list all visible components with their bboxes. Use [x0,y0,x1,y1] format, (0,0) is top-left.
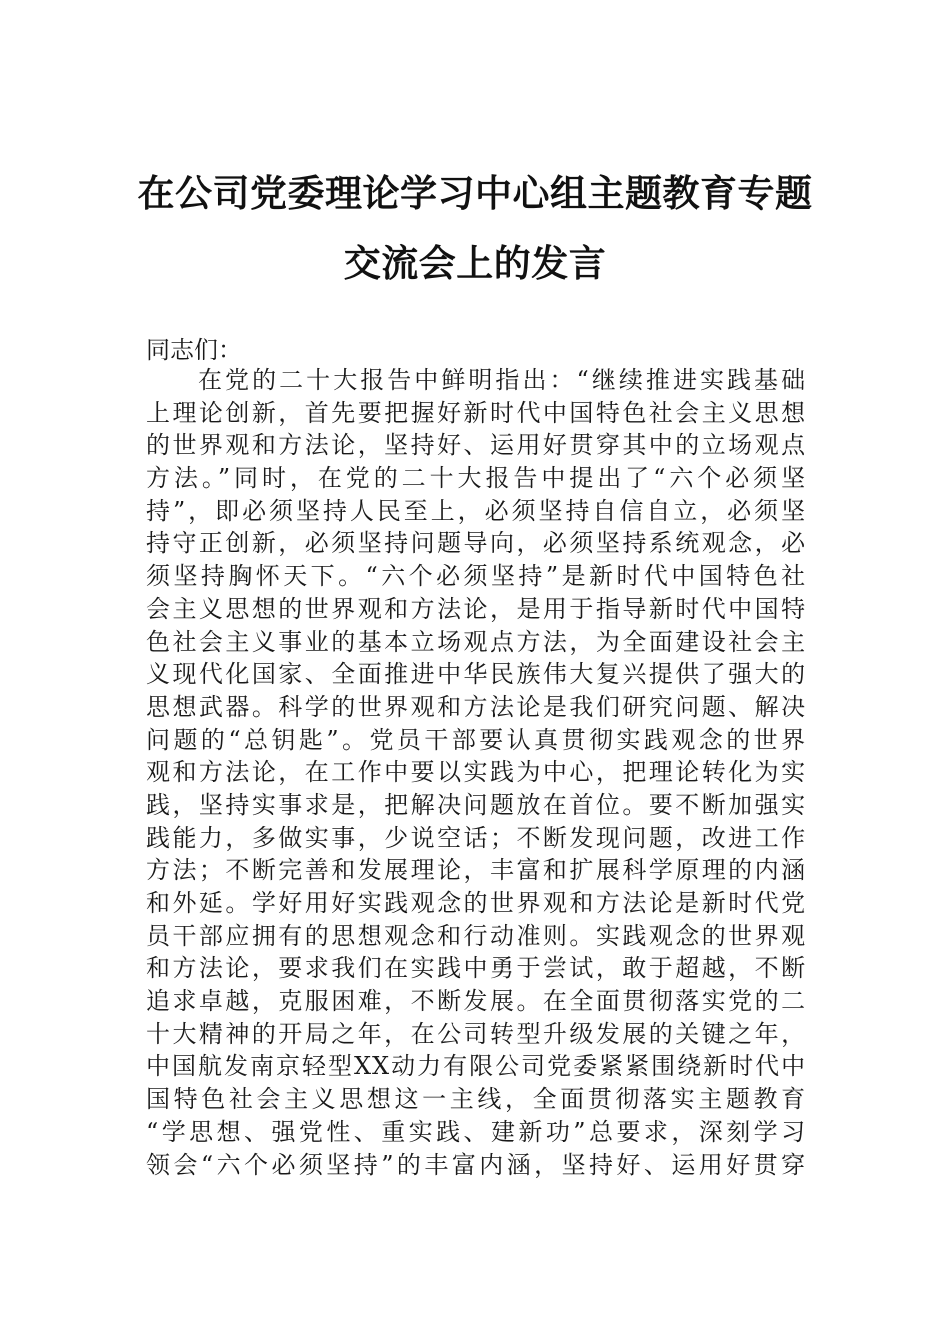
body-line: 问题的“总钥匙”。党员干部要认真贯彻实践观念的世界 [146,725,806,754]
document-title-line-2: 交流会上的发言 [343,241,607,285]
body-line: 观和方法论，在工作中要以实践为中心，把理论转化为实 [146,758,806,787]
body-line: 十大精神的开局之年，在公司转型升级发展的关键之年， [146,1019,806,1048]
body-line: 方法。”同时，在党的二十大报告中提出了“六个必须坚 [146,464,806,493]
body-line: 践能力，多做实事，少说空话；不断发现问题，改进工作 [146,823,806,852]
body-line: 追求卓越，克服困难，不断发展。在全面贯彻落实党的二 [146,987,806,1016]
body-line: 会主义思想的世界观和方法论，是用于指导新时代中国特 [146,594,806,623]
body-line: 国特色社会主义思想这一主线，全面贯彻落实主题教育 [146,1085,806,1114]
body-line: 上理论创新，首先要把握好新时代中国特色社会主义思想 [146,398,806,427]
body-line: 持”，即必须坚持人民至上，必须坚持自信自立，必须坚 [146,496,806,525]
body-line: 践，坚持实事求是，把解决问题放在首位。要不断加强实 [146,790,806,819]
document-title-line-1: 在公司党委理论学习中心组主题教育专题 [137,171,813,215]
salutation: 同志们： [146,336,242,364]
body-line: 的世界观和方法论，坚持好、运用好贯穿其中的立场观点 [146,431,806,460]
body-line: 思想武器。科学的世界观和方法论是我们研究问题、解决 [146,692,806,721]
body-line: 中国航发南京轻型XX动力有限公司党委紧紧围绕新时代中 [146,1052,806,1081]
body-line: 和外延。学好用好实践观念的世界观和方法论是新时代党 [146,889,806,917]
body-line: 和方法论，要求我们在实践中勇于尝试，敢于超越，不断 [146,954,806,983]
body-line: 方法；不断完善和发展理论，丰富和扩展科学原理的内涵 [146,856,806,885]
body-line: 在党的二十大报告中鲜明指出：“继续推进实践基础 [198,366,806,394]
body-line: 领会“六个必须坚持”的丰富内涵，坚持好、运用好贯穿 [146,1150,806,1179]
body-line: 持守正创新，必须坚持问题导向，必须坚持系统观念，必 [146,529,806,558]
body-line: 色社会主义事业的基本立场观点方法，为全面建设社会主 [146,627,806,656]
body-line: 须坚持胸怀天下。“六个必须坚持”是新时代中国特色社 [146,562,806,591]
body-line: 义现代化国家、全面推进中华民族伟大复兴提供了强大的 [146,660,806,689]
body-line: “学思想、强党性、重实践、建新功”总要求，深刻学习 [146,1117,806,1146]
body-line: 员干部应拥有的思想观念和行动准则。实践观念的世界观 [146,921,806,950]
body-paragraph [146,364,806,1181]
